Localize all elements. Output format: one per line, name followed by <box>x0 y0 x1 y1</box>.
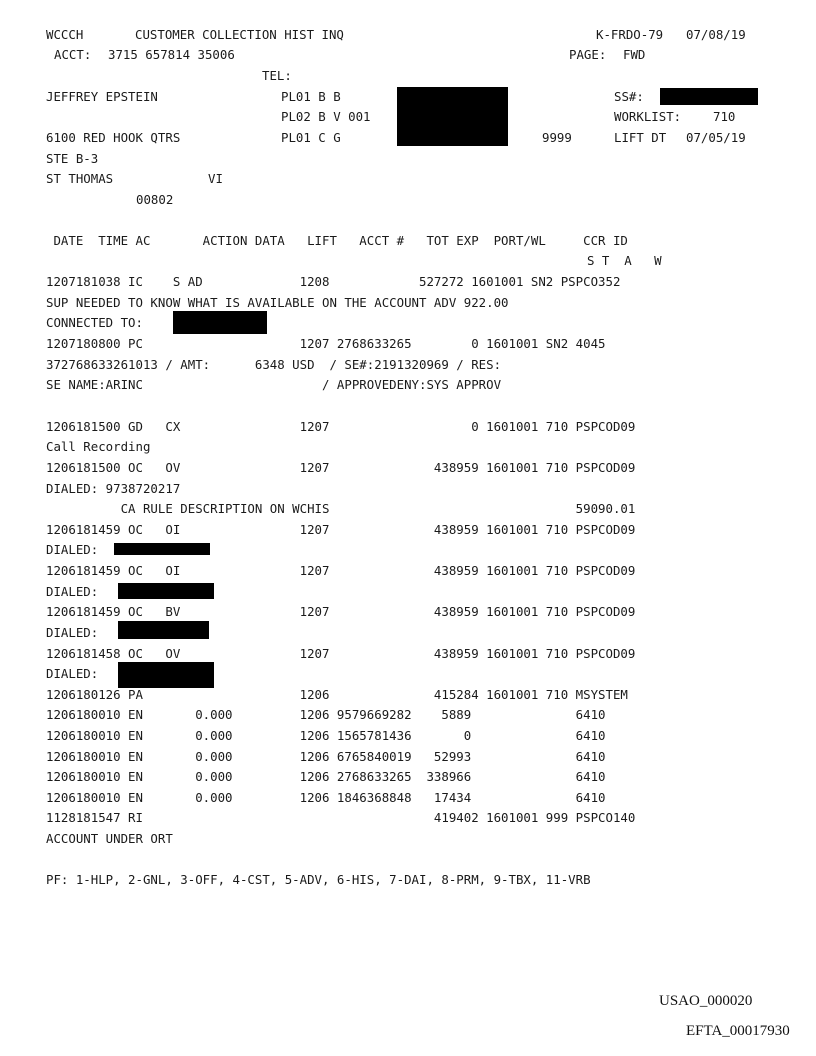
history-line: CA RULE DESCRIPTION ON WCHIS 59090.01 <box>46 501 636 516</box>
tel-label: TEL: <box>262 68 292 83</box>
address-city: ST THOMAS <box>46 171 114 186</box>
page-label: PAGE: <box>569 47 607 62</box>
history-line: 1206181500 GD CX 1207 0 1601001 710 PSPCOD09 <box>46 419 636 434</box>
redaction-dialed-1 <box>114 543 210 555</box>
history-line: DIALED: 9738720217 <box>46 481 181 496</box>
history-line: Call Recording <box>46 439 151 454</box>
system-code: K-FRDO-79 <box>596 27 664 42</box>
lift-dt-value: 07/05/19 <box>686 130 746 145</box>
history-line: 1206181459 OC BV 1207 438959 1601001 710 PSPCOD09 <box>46 604 636 619</box>
history-line: 1206181500 OC OV 1207 438959 1601001 710 PSPCOD09 <box>46 460 636 475</box>
history-line: 372768633261013 / AMT: 6348 USD / SE#:2191320969 / RES: <box>46 357 502 372</box>
screen-title: CUSTOMER COLLECTION HIST INQ <box>135 27 344 42</box>
pl-line-3: PL01 C G <box>281 130 341 145</box>
pl-line-1: PL01 B B <box>281 89 341 104</box>
redaction-dialed-2 <box>118 583 214 599</box>
history-line: SE NAME:ARINC / APPROVEDENY:SYS APPROV <box>46 377 502 392</box>
screen-id: WCCCH <box>46 27 84 42</box>
bates-number-efta: EFTA_00017930 <box>686 1023 790 1039</box>
history-line: 1206181459 OC OI 1207 438959 1601001 710 PSPCOD09 <box>46 563 636 578</box>
history-line: 1206180126 PA 1206 415284 1601001 710 MSYSTEM <box>46 687 628 702</box>
redaction-connected-to <box>173 311 267 334</box>
history-line: DIALED: <box>46 625 99 640</box>
address-state: VI <box>208 171 223 186</box>
history-line: 1207181038 IC S AD 1208 527272 1601001 SN2 PSPCO352 <box>46 274 621 289</box>
pl-line-2: PL02 B V 001 <box>281 109 371 124</box>
history-line: DIALED: <box>46 584 99 599</box>
pf-key-legend: PF: 1-HLP, 2-GNL, 3-OFF, 4-CST, 5-ADV, 6-HIS, 7-DAI, 8-PRM, 9-TBX, 11-VRB <box>46 872 591 887</box>
acct-label: ACCT: <box>54 47 92 62</box>
history-line: ACCOUNT UNDER ORT <box>46 831 173 846</box>
column-header-line-1: DATE TIME AC ACTION DATA LIFT ACCT # TOT EXP PORT/WL CCR ID <box>46 233 628 248</box>
history-line: DIALED: <box>46 666 99 681</box>
redaction-dialed-4 <box>118 662 214 688</box>
acct-number: 3715 657814 35006 <box>108 47 235 62</box>
page-value: FWD <box>623 47 646 62</box>
history-line: SUP NEEDED TO KNOW WHAT IS AVAILABLE ON THE ACCOUNT ADV 922.00 <box>46 295 509 310</box>
address-line-2: STE B-3 <box>46 151 99 166</box>
history-line: 1206181459 OC OI 1207 438959 1601001 710 PSPCOD09 <box>46 522 636 537</box>
redaction-block-tel <box>397 87 508 146</box>
code-9999: 9999 <box>542 130 572 145</box>
history-line: 1206181458 OC OV 1207 438959 1601001 710 PSPCOD09 <box>46 646 636 661</box>
bates-number-usao: USAO_000020 <box>659 993 753 1009</box>
worklist-label: WORKLIST: <box>614 109 682 124</box>
column-header-line-2: S T A W <box>587 253 662 268</box>
worklist-value: 710 <box>713 109 736 124</box>
lift-dt-label: LIFT DT <box>614 130 667 145</box>
redaction-ss <box>660 88 758 105</box>
history-line: 1206180010 EN 0.000 1206 9579669282 5889 6410 <box>46 707 606 722</box>
history-line: 1206180010 EN 0.000 1206 2768633265 338966 6410 <box>46 769 606 784</box>
history-line: DIALED: <box>46 542 99 557</box>
customer-name: JEFFREY EPSTEIN <box>46 89 158 104</box>
history-line: 1207180800 PC 1207 2768633265 0 1601001 SN2 4045 <box>46 336 606 351</box>
history-line: CONNECTED TO: <box>46 315 143 330</box>
ss-label: SS#: <box>614 89 644 104</box>
address-line-1: 6100 RED HOOK QTRS <box>46 130 181 145</box>
redaction-dialed-3 <box>118 621 209 639</box>
history-line: 1128181547 RI 419402 1601001 999 PSPCO140 <box>46 810 636 825</box>
address-zip: 00802 <box>136 192 174 207</box>
header-date: 07/08/19 <box>686 27 746 42</box>
history-line: 1206180010 EN 0.000 1206 6765840019 52993 6410 <box>46 749 606 764</box>
history-line: 1206180010 EN 0.000 1206 1565781436 0 6410 <box>46 728 606 743</box>
history-line: 1206180010 EN 0.000 1206 1846368848 17434 6410 <box>46 790 606 805</box>
